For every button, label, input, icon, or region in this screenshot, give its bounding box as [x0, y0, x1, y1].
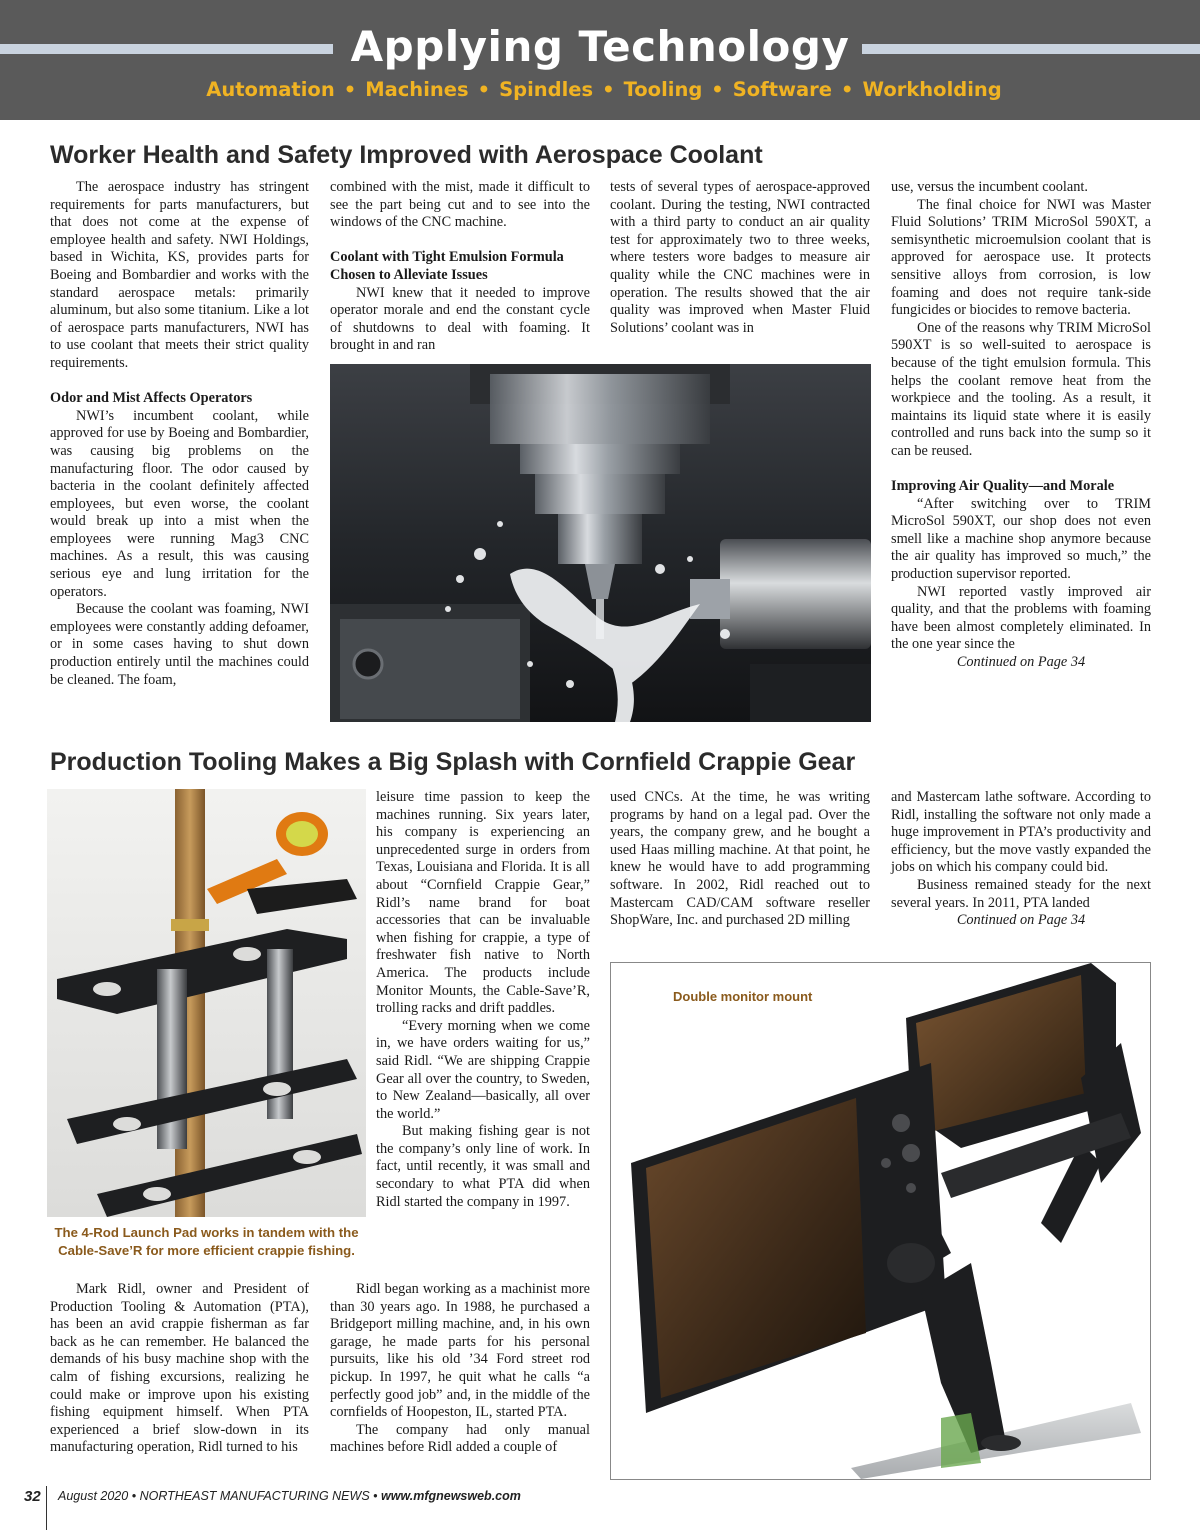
category-separator: • [711, 78, 724, 101]
image-caption: Double monitor mount [673, 989, 813, 1004]
category-separator: • [343, 78, 357, 101]
paragraph: “After switching over to TRIM MicroSol 590XT, our shop does not even smell like a machine shop anymore because the air quality has improved so much,” the production supervisor reported. [891, 495, 1151, 583]
category-separator: • [602, 78, 615, 101]
paragraph: Business remained steady for the next several years. In 2011, PTA landed [891, 876, 1151, 911]
subheading: Coolant with Tight Emulsion Formula Chosen to Alleviate Issues [330, 249, 564, 283]
category-software: Software [732, 78, 833, 101]
subheading: Improving Air Quality—and Morale [891, 478, 1115, 495]
article-headline: Worker Health and Safety Improved with Aerospace Coolant [50, 141, 763, 169]
article-column [891, 179, 1151, 672]
article-column [376, 789, 590, 1211]
cnc-coolant-photo [330, 364, 871, 722]
page-number: 32 [24, 1488, 41, 1505]
footer-line [58, 1489, 521, 1503]
paragraph: NWI’s incumbent coolant, while approved for use by Boeing and Bombardier, was causing big problems on the manufacturing floor. The odor caused by bacteria in the coolant definitely affected employees, but even worse, the coolant would break up into a mist when the employees were running Mag3 CNC machines. As a result, this was causing serious eye and lung irritation for the operators. [50, 407, 309, 600]
category-list [0, 77, 1200, 103]
paragraph: tests of several types of aerospace-approved coolant. During the testing, NWI contracted with a third party to conduct an air quality test for approximately two to three weeks, where testers wore badges to measure air quality while the CNC machines were in operation. The results showed that the air quality was improved when Master Fluid Solutions’ coolant was in [610, 179, 870, 336]
paragraph: combined with the mist, made it difficult to see the part being cut and to see into the windows of the CNC machine. [330, 179, 590, 231]
article-column [330, 179, 590, 355]
paragraph: The aerospace industry has stringent requirements for parts manufacturers, but that does not come at the expense of employee health and safety. NWI Holdings, based in Wichita, KS, provides parts for Boeing and Bombardier and works with the standard aerospace metals: primarily aluminum, but also some titanium. Like a lot of aerospace parts manufacturers, NWI has to use coolant that meets their strict quality requirements. [50, 179, 309, 371]
footer-url[interactable]: www.mfgnewsweb.com [381, 1489, 521, 1503]
continued-link[interactable]: Continued on Page 34 [956, 654, 1086, 671]
category-tooling: Tooling [623, 78, 703, 101]
article-column [330, 1281, 590, 1457]
paragraph: Mark Ridl, owner and President of Production Tooling & Automation (PTA), has been an avid crappie fisherman as far back as he can remember. He balanced the demands of his busy machine shop with the calm of fishing excursions, realizing he could make or improve upon his existing fishing equipment himself. When PTA experienced a brief slow-down in its manufacturing operation, Ridl turned to his [50, 1281, 309, 1456]
subheading: Odor and Mist Affects Operators [50, 390, 253, 407]
category-separator: • [477, 78, 491, 101]
image-caption: The 4-Rod Launch Pad works in tandem with the Cable-Save’R for more efficient crappie fishing. [54, 1225, 359, 1258]
footer-divider [46, 1486, 47, 1530]
monitor-mount-photo [610, 962, 1151, 1480]
footer-separator: • [373, 1489, 378, 1503]
rod-rack-photo [47, 789, 366, 1217]
section-banner [0, 0, 1200, 120]
footer-separator: • [131, 1489, 137, 1503]
paragraph: leisure time passion to keep the machines running. Six years later, his company is experiencing an unprecedented surge in orders from Texas, Louisiana and Florida. It is all about “Cornfield Crappie Gear,” Ridl’s name brand for boat accessories that can be invaluable when fishing for crappie, a type of freshwater fish native to North America. The products include Monitor Mounts, the Cable-Save’R, trolling racks and drift paddles. [376, 789, 590, 1017]
article-headline: Production Tooling Makes a Big Splash with Cornfield Crappie Gear [50, 748, 856, 776]
continued-link[interactable]: Continued on Page 34 [956, 912, 1086, 929]
article-column [610, 179, 870, 337]
footer-date: August 2020 [58, 1489, 129, 1503]
article-column [50, 179, 309, 689]
paragraph: One of the reasons why TRIM MicroSol 590XT is so well-suited to aerospace is because of the tight emulsion formula. This helps the coolant remove heat from the workpiece and the tooling. As a result, it maintains its liquid state where it is easily controlled and runs back into the sump so it can be reused. [891, 319, 1151, 459]
footer-publication: NORTHEAST MANUFACTURING NEWS [139, 1489, 370, 1503]
paragraph: But making fishing gear is not the company’s only line of work. In fact, until recently, it was small and secondary to what PTA did when Ridl started the company in 1997. [376, 1123, 590, 1210]
paragraph: Ridl began working as a machinist more than 30 years ago. In 1988, he purchased a Bridgeport milling machine, and, in his own garage, he made parts for his personal pursuits, like his old ’34 Ford street rod pickup. In 1997, he quit what he calls “a perfectly good job” and, in the middle of the cornfields of Hoopeston, IL, started PTA. [330, 1281, 590, 1421]
paragraph: “Every morning when we come in, we have orders waiting for us,” said Ridl. “We are shipping Crappie Gear all over the country, to Sweden, to New Zealand—basically, all over the world.” [376, 1017, 590, 1122]
paragraph: The company had only manual machines before Ridl added a couple of [330, 1421, 590, 1456]
paragraph: use, versus the incumbent coolant. [891, 179, 1088, 195]
category-workholding: Workholding [862, 78, 1002, 101]
paragraph: NWI knew that it needed to improve operator morale and end the constant cycle of shutdowns to deal with foaming. It brought in and ran [330, 284, 590, 354]
paragraph: Because the coolant was foaming, NWI employees were constantly adding defoamer, or in some cases having to shut down production entirely until the machines could be cleaned. The foam, [50, 601, 309, 688]
paragraph: used CNCs. At the time, he was writing programs by hand on a legal pad. Over the years, the company grew, and he bought a used Haas milling machine. At that point, he knew he would have to add programming software. In 2002, Ridl reached out to Mastercam CAD/CAM software reseller ShopWare, Inc. and purchased 2D milling [610, 789, 870, 929]
section-title: Applying Technology [350, 22, 850, 71]
category-separator: • [841, 78, 854, 101]
paragraph: NWI reported vastly improved air quality, and that the problems with foaming have been almost completely eliminated. In the one year since the [891, 583, 1151, 653]
paragraph: The final choice for NWI was Master Fluid Solutions’ TRIM MicroSol 590XT, a semisynthetic microemulsion coolant that is approved for aerospace use. It protects sensitive alloys from corrosion, is low foaming and does not require tank-side fungicides or biocides to remove bacteria. [891, 196, 1151, 319]
article-column [891, 789, 1151, 930]
article-column [610, 789, 870, 930]
category-machines: Machines [365, 78, 469, 101]
article-column [50, 1281, 309, 1457]
paragraph: and Mastercam lathe software. According to Ridl, installing the software not only made a huge improvement in PTA’s productivity and efficiency, but the move vastly expanded the jobs on which his company could bid. [891, 789, 1151, 876]
category-automation: Automation [206, 78, 335, 101]
category-spindles: Spindles [499, 78, 594, 101]
